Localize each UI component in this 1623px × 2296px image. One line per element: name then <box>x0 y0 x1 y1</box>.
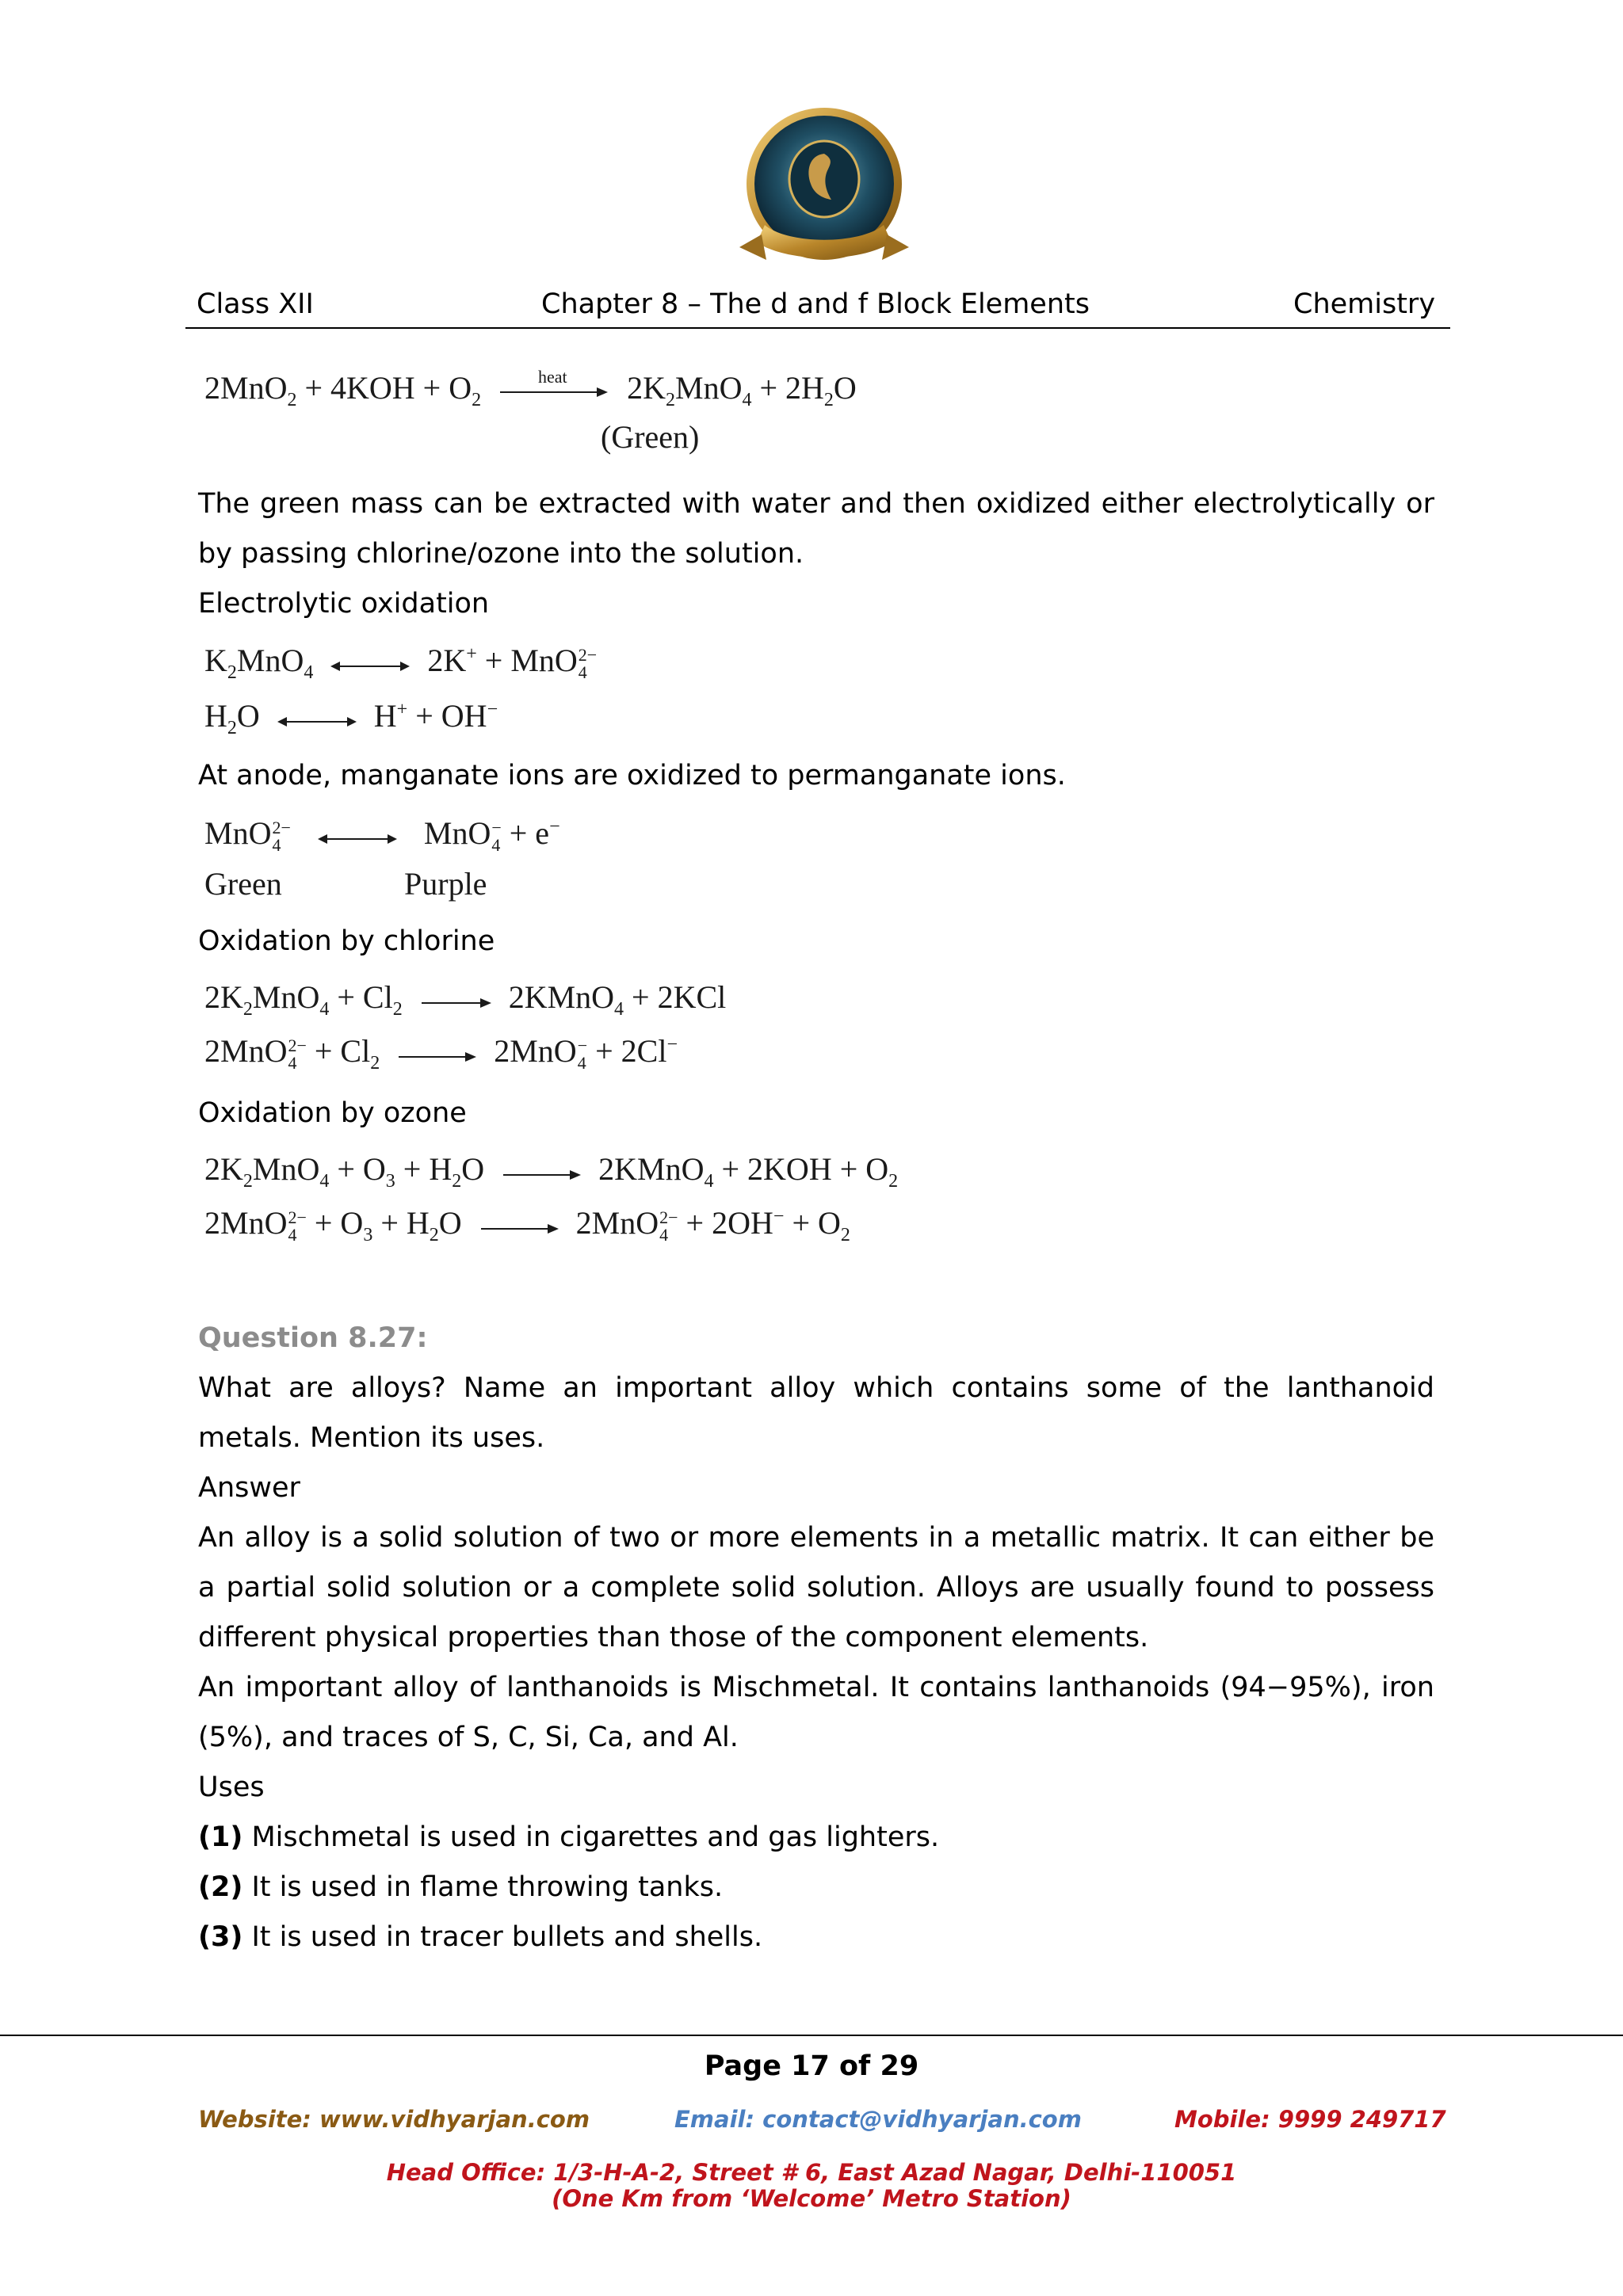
answer-paragraph-1: An alloy is a solid solution of two or more elements in a metallic matrix. It can either be a partial solid solution or a complete solid solution. Alloys are usually found to possess different physical properties than those of the component elements. <box>198 1522 1434 1653</box>
equation-anode: MnO 2− 4 MnO − 4 + e− <box>204 815 560 855</box>
equation-dissociation: $K_2MnO_4$ 2K+ + MnO 2− 4 <box>204 643 598 683</box>
page-number: Page 17 of 29 <box>704 2050 919 2082</box>
email-link[interactable]: Email: contact@vidhyarjan.com <box>674 2106 1082 2133</box>
arrow-label: heat <box>538 369 567 387</box>
footer-rule <box>0 2035 1623 2036</box>
head-office-note: (One Km from ‘Welcome’ Metro Station) <box>552 2185 1071 2212</box>
use-item: (3) It is used in tracer bullets and shells. <box>198 1921 763 1953</box>
equation-water: $H_2O$ H+ + OH− <box>204 698 498 738</box>
uses-label: Uses <box>198 1772 265 1803</box>
question-number: Question 8.27: <box>198 1322 428 1354</box>
equation-ozone-1: $2K_2MnO_4 + O_3 + H_2O$ 2KMnO$_4$ + $2KOH + O_2$ <box>204 1151 899 1192</box>
use-item: (1) Mischmetal is used in cigarettes and gas lighters. <box>198 1821 940 1853</box>
header-rule <box>185 327 1450 329</box>
use-item: (2) It is used in flame throwing tanks. <box>198 1871 724 1903</box>
class-label: Class XII <box>197 288 314 320</box>
subject-label: Chemistry <box>1293 288 1436 320</box>
question-text: What are alloys? Name an important alloy which contains some of the lanthanoid metals. Mention its uses. <box>198 1372 1434 1454</box>
mobile-number: Mobile: 9999 249717 <box>1174 2106 1446 2133</box>
equation-ozone-2: 2MnO 2− 4 + $O_3 + H_2O$ 2MnO 2− 4 + $2OH^- + O_2$ <box>204 1205 850 1245</box>
heading-ozone: Oxidation by ozone <box>198 1097 467 1129</box>
website-link[interactable]: Website: www.vidhyarjan.com <box>198 2106 590 2133</box>
heading-chlorine: Oxidation by chlorine <box>198 925 495 957</box>
equation-chlorine-2: 2MnO 2− 4 + $Cl_2$ 2MnO − 4 + 2Cl− <box>204 1033 678 1074</box>
answer-label: Answer <box>198 1472 300 1504</box>
equation-chlorine-1: $2K_2MnO_4 + Cl_2$ 2KMnO$_4$ + 2KCl <box>204 979 727 1020</box>
anode-text: At anode, manganate ions are oxidized to permanganate ions. <box>198 760 1066 791</box>
label-purple: Purple <box>404 866 487 902</box>
vidhyarjan-logo <box>733 106 915 292</box>
equation-koh-fusion: $2MnO_2 + 4KOH + O_2$ heat $2K_2MnO_4 + 2H_2O$ <box>204 369 857 413</box>
heading-electrolytic: Electrolytic oxidation <box>198 588 490 620</box>
chapter-title: Chapter 8 – The d and f Block Elements <box>541 288 1090 320</box>
green-note: (Green) <box>601 419 700 455</box>
heat-arrow <box>498 370 609 413</box>
answer-paragraph-2: An important alloy of lanthanoids is Mischmetal. It contains lanthanoids (94−95%), iron (5%), and traces of S, C, Si, Ca, and Al. <box>198 1672 1434 1753</box>
label-green: Green <box>204 866 282 902</box>
head-office-address: Head Office: 1/3-H-A-2, Street # 6, East Azad Nagar, Delhi-110051 <box>386 2159 1237 2186</box>
paragraph-green-mass: The green mass can be extracted with water and then oxidized either electrolytically or by passing chlorine/ozone into the solution. <box>198 488 1434 570</box>
